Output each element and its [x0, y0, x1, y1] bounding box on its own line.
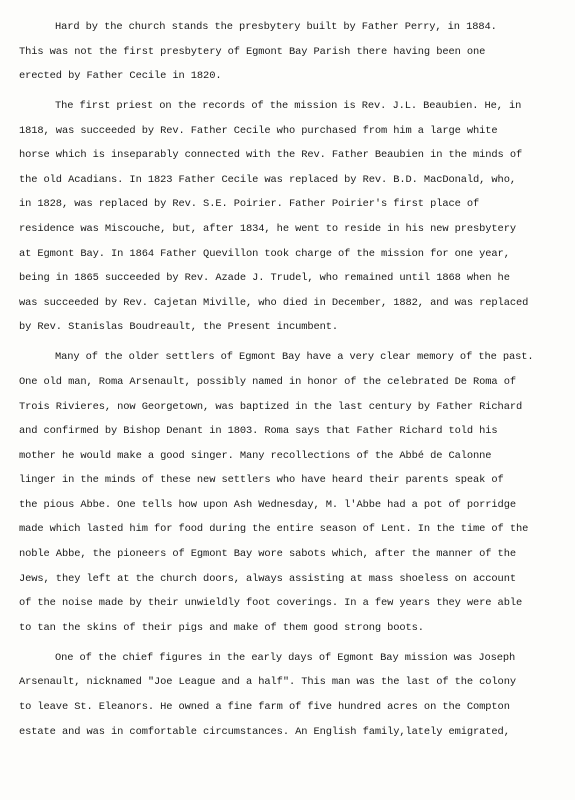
- text-line: Jews, they left at the church doors, always assisting at mass shoeless on account: [19, 572, 516, 585]
- text-line: to leave St. Eleanors. He owned a fine farm of five hundred acres on the Compton: [19, 700, 510, 713]
- text-line: erected by Father Cecile in 1820.: [19, 70, 222, 83]
- text-line: This was not the first presbytery of Egmont Bay Parish there having been one: [19, 45, 486, 58]
- text-line: and confirmed by Bishop Denant in 1803. Roma says that Father Richard told his: [19, 425, 498, 438]
- text-line: being in 1865 succeeded by Rev. Azade J. Trudel, who remained until 1868 when he: [19, 272, 510, 285]
- text-line: mother he would make a good singer. Many recollections of the Abbé de Calonne: [19, 449, 492, 462]
- typewritten-text: [19, 15, 559, 749]
- text-line: in 1828, was replaced by Rev. S.E. Poirier. Father Poirier's first place of: [19, 198, 480, 211]
- text-line: by Rev. Stanislas Boudreault, the Present incumbent.: [19, 321, 339, 334]
- text-line: residence was Miscouche, but, after 1834, he went to reside in his new presbytery: [19, 223, 516, 236]
- text-line: was succeeded by Rev. Cajetan Miville, who died in December, 1882, and was replaced: [19, 296, 529, 309]
- paragraph-settlers: [19, 345, 559, 640]
- paragraph-presbytery: [19, 15, 559, 89]
- paragraph-joe-league: [19, 646, 559, 744]
- text-line: Many of the older settlers of Egmont Bay have a very clear memory of the past.: [55, 351, 534, 364]
- text-line: 1818, was succeeded by Rev. Father Cecile who purchased from him a large white: [19, 124, 498, 137]
- text-line: Arsenault, nicknamed "Joe League and a half". This man was the last of the colony: [19, 676, 516, 689]
- text-line: Hard by the church stands the presbytery built by Father Perry, in 1884.: [55, 21, 497, 33]
- text-line: of the noise made by their unwieldly foot coverings. In a few years they were able: [19, 597, 523, 610]
- text-line: linger in the minds of these new settlers who have heard their parents speak of: [19, 474, 504, 487]
- text-line: The first priest on the records of the mission is Rev. J.L. Beaubien. He, in: [55, 100, 522, 113]
- text-line: Trois Rivieres, now Georgetown, was baptized in the last century by Father Richard: [19, 400, 523, 413]
- text-line: the pious Abbe. One tells how upon Ash Wednesday, M. l'Abbe had a pot of porridge: [19, 498, 516, 511]
- text-line: horse which is inseparably connected with the Rev. Father Beaubien in the minds of: [19, 149, 523, 162]
- text-line: at Egmont Bay. In 1864 Father Quevillon took charge of the mission for one year,: [19, 247, 510, 260]
- text-line: One old man, Roma Arsenault, possibly named in honor of the celebrated De Roma of: [19, 375, 516, 388]
- paragraph-priests: [19, 94, 559, 340]
- text-line: estate and was in comfortable circumstances. An English family,lately emigrated,: [19, 725, 510, 738]
- text-line: the old Acadians. In 1823 Father Cecile was replaced by Rev. B.D. MacDonald, who,: [19, 173, 516, 186]
- text-line: made which lasted him for food during the entire season of Lent. In the time of the: [19, 523, 529, 536]
- text-line: noble Abbe, the pioneers of Egmont Bay wore sabots which, after the manner of the: [19, 548, 516, 561]
- text-line: to tan the skins of their pigs and make of them good strong boots.: [19, 621, 424, 634]
- text-line: One of the chief figures in the early days of Egmont Bay mission was Joseph: [55, 651, 516, 664]
